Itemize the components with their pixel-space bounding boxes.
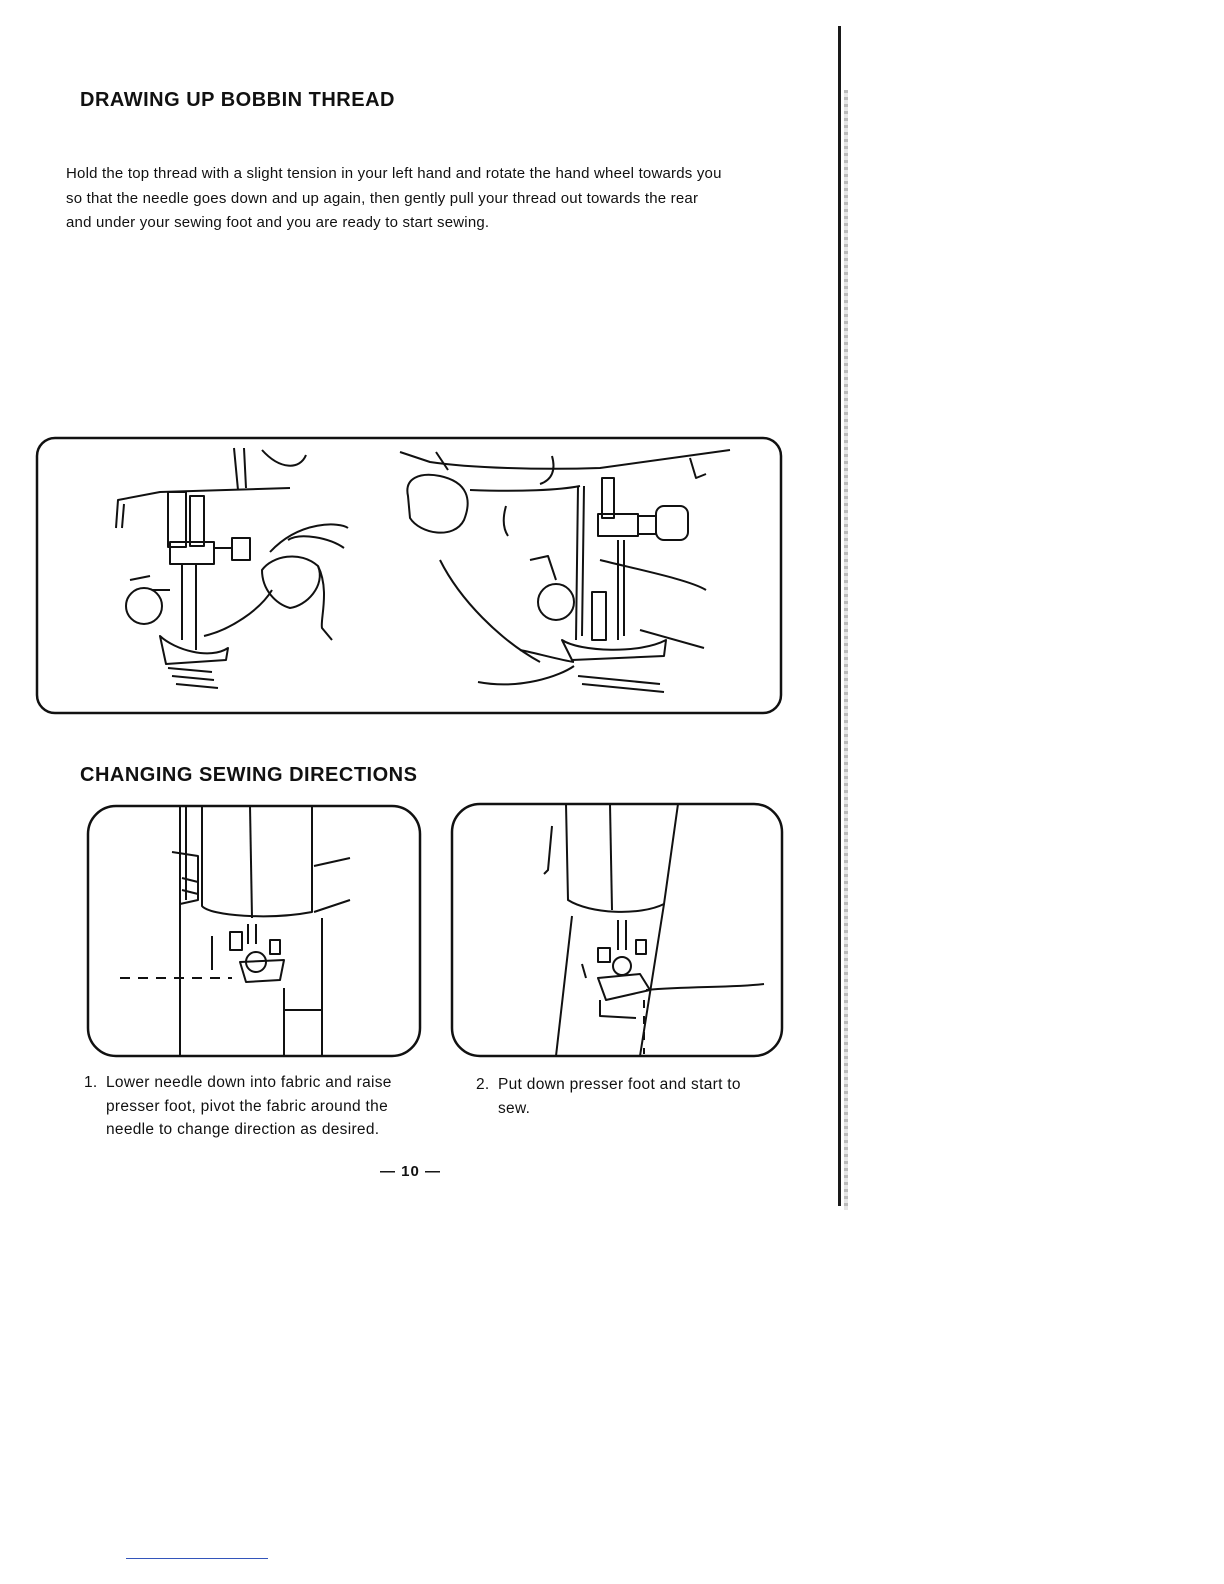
section-title-changing-sewing-directions: CHANGING SEWING DIRECTIONS <box>80 764 418 786</box>
step-2-number: 2. <box>476 1076 490 1093</box>
footer-underline <box>126 1558 268 1559</box>
step-1-text: Lower needle down into fabric and raise presser foot, pivot the fabric around the needle to change direction as desired. <box>106 1074 392 1138</box>
binding-rule <box>838 26 841 1206</box>
drawing-up-bobbin-instructions: Hold the top thread with a slight tension in your left hand and rotate the hand wheel towards you so that the needle goes down and up again, then gently pull your thread out towards the rear and under your sewing foot and you are ready to start sewing. <box>66 165 722 231</box>
step-2 <box>476 1073 758 1120</box>
step-2-text: Put down presser foot and start to sew. <box>498 1076 741 1117</box>
scan-gutter <box>844 90 848 1210</box>
step-1 <box>84 1071 436 1142</box>
page-number: — 10 — <box>380 1163 442 1180</box>
section-title-drawing-up-bobbin-thread: DRAWING UP BOBBIN THREAD <box>80 89 395 111</box>
step-1-number: 1. <box>84 1074 98 1091</box>
